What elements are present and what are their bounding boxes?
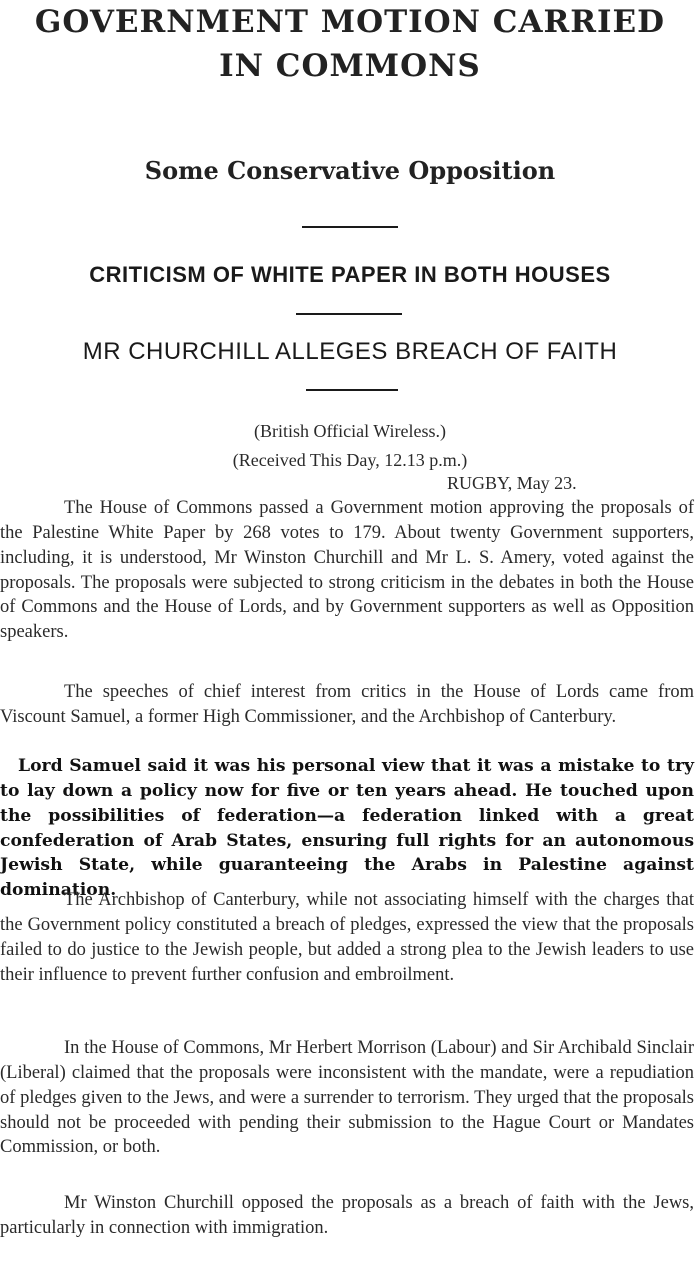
paragraph-archbishop: The Archbishop of Canterbury, while not associating himself with the charges that the Government policy constituted a breach of pledges, expressed the view that the proposals failed to do justice to the Jewish people, but added a strong plea to the Jewish leaders to use their influence to prevent further confusion and embroilment. [0, 890, 694, 985]
headline-line-1: GOVERNMENT MOTION CARRIED [34, 4, 666, 40]
paragraph-commons-vote: The House of Commons passed a Government motion approving the proposals of the Palestine White Paper by 268 votes to 179. About twenty Government supporters, including, it is understood, Mr Winston Churchill and Mr L. S. Amery, voted against the proposals. The proposals were subjected to strong criticism in the debates in both the House of Commons and the House of Lords, and by Government supporters as well as Opposition speakers. [0, 498, 694, 643]
subhead-criticism-white-paper: CRITICISM OF WHITE PAPER IN BOTH HOUSES [89, 262, 611, 287]
paragraph-house-of-commons: In the House of Commons, Mr Herbert Morrison (Labour) and Sir Archibald Sinclair (Liberal) claimed that the proposals were inconsistent with the mandate, were a repudiation of pledges given to the Jews, and were a surrender to terrorism. They urged that the proposals should not be proceeded with pending their submission to the Hague Court or Mandates Commission, or both. [0, 1038, 694, 1158]
divider-rule-3 [306, 389, 398, 391]
source-line: (British Official Wireless.) [253, 421, 447, 441]
divider-rule-1 [302, 226, 398, 228]
paragraph-lord-samuel: Lord Samuel said it was his personal view that it was a mistake to try to lay down a policy now for five or ten years ahead. He touched upon the possibilities of federation—a federation linked with a great confederation of Arab States, ensuring full rights for an autonomous Jewish State, while guaranteeing the Arabs in Palestine against domination. [0, 756, 694, 901]
received-line: (Received This Day, 12.13 p.m.) [232, 450, 468, 470]
dateline: RUGBY, May 23. [447, 473, 577, 493]
paragraph-churchill: Mr Winston Churchill opposed the proposals as a breach of faith with the Jews, particularly in connection with immigration. [0, 1193, 694, 1238]
headline-line-2: IN COMMONS [219, 48, 481, 84]
subhead-conservative-opposition: Some Conservative Opposition [144, 156, 556, 185]
divider-rule-2 [296, 313, 402, 315]
paragraph-lords-critics: The speeches of chief interest from critics in the House of Lords came from Viscount Samuel, a former High Commissioner, and the Archbishop of Canterbury. [0, 682, 694, 727]
subhead-churchill-breach: MR CHURCHILL ALLEGES BREACH OF FAITH [82, 338, 618, 365]
